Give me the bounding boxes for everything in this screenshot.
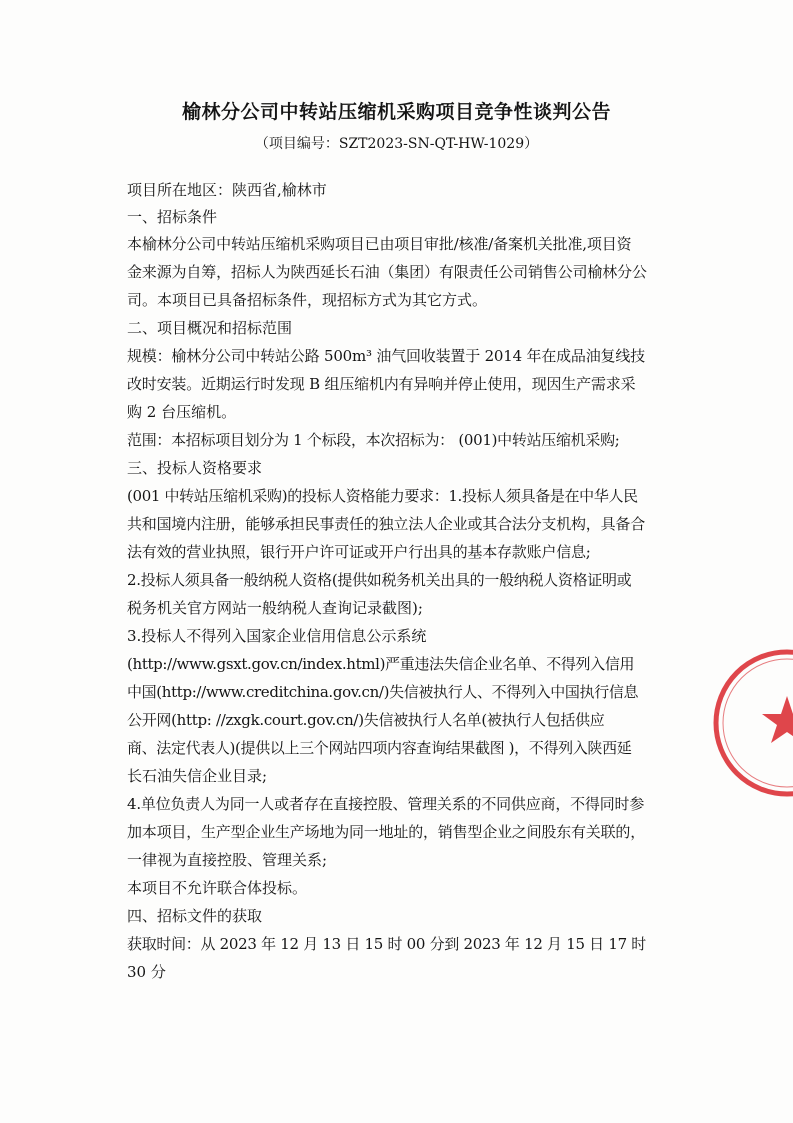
text-line: (001 中转站压缩机采购)的投标人资格能力要求：1.投标人须具备是在中华人民 bbox=[127, 487, 638, 505]
section-heading: 三、投标人资格要求 bbox=[127, 459, 263, 477]
text-line: 共和国境内注册，能够承担民事责任的独立法人企业或其合法分支机构，具备合 bbox=[127, 515, 646, 533]
text-line: 4.单位负责人为同一人或者存在直接控股、管理关系的不同供应商，不得同时参 bbox=[127, 795, 645, 813]
text-line: 公开网(http: //zxgk.court.gov.cn/)失信被执行人名单(被执行人包括供应 bbox=[127, 711, 605, 729]
text-line: 范围：本招标项目划分为 1 个标段，本次招标为： (001)中转站压缩机采购; bbox=[127, 431, 620, 449]
text-line: 购 2 台压缩机。 bbox=[127, 403, 237, 421]
text-line: 本项目不允许联合体投标。 bbox=[127, 879, 308, 897]
text-line: 税务机关官方网站一般纳税人查询记录截图); bbox=[127, 599, 423, 617]
text-line: 本榆林分公司中转站压缩机采购项目已由项目审批/核准/备案机关批准,项目资 bbox=[127, 235, 632, 253]
text-line: 司。本项目已具备招标条件，现招标方式为其它方式。 bbox=[127, 291, 488, 309]
text-line: 商、法定代表人)(提供以上三个网站四项内容查询结果截图 )，不得列入陕西延 bbox=[127, 739, 632, 757]
text-line: 法有效的营业执照，银行开户许可证或开户行出具的基本存款账户信息; bbox=[127, 543, 591, 561]
project-number: （项目编号：SZT2023-SN-QT-HW-1029） bbox=[254, 136, 539, 152]
text-line: 加本项目，生产型企业生产场地为同一地址的，销售型企业之间股东有关联的， bbox=[127, 823, 646, 841]
text-line: 一律视为直接控股、管理关系; bbox=[127, 851, 328, 869]
section-heading: 二、项目概况和招标范围 bbox=[127, 319, 293, 337]
text-line: 改时安装。近期运行时发现 B 组压缩机内有异响并停止使用，现因生产需求采 bbox=[127, 375, 636, 393]
document-title: 榆林分公司中转站压缩机采购项目竞争性谈判公告 bbox=[181, 101, 611, 123]
company-seal bbox=[712, 648, 793, 798]
text-line: 金来源为自筹，招标人为陕西延长石油（集团）有限责任公司销售公司榆林分公 bbox=[127, 263, 647, 281]
text-line: 中国(http://www.creditchina.gov.cn/)失信被执行人、不得列入中国执行信息 bbox=[127, 683, 639, 701]
text-line: 30 分 bbox=[127, 963, 166, 981]
text-line: 获取时间：从 2023 年 12 月 13 日 15 时 00 分到 2023 年 12 月 15 日 17 时 bbox=[127, 935, 646, 953]
section-heading: 一、招标条件 bbox=[127, 208, 218, 226]
text-line: 长石油失信企业目录; bbox=[127, 767, 268, 785]
text-line: 2.投标人须具备一般纳税人资格(提供如税务机关出具的一般纳税人资格证明或 bbox=[127, 571, 632, 589]
section-heading: 四、招标文件的获取 bbox=[127, 907, 263, 925]
text-line: 规模：榆林分公司中转站公路 500m³ 油气回收装置于 2014 年在成品油复线技 bbox=[127, 347, 645, 365]
text-line: 项目所在地区：陕西省,榆林市 bbox=[127, 181, 327, 199]
text-line: (http://www.gsxt.gov.cn/index.html)严重违法失信企业名单、不得列入信用 bbox=[127, 655, 635, 673]
text-line: 3.投标人不得列入国家企业信用信息公示系统 bbox=[127, 627, 427, 645]
seal-star-icon bbox=[762, 696, 793, 743]
